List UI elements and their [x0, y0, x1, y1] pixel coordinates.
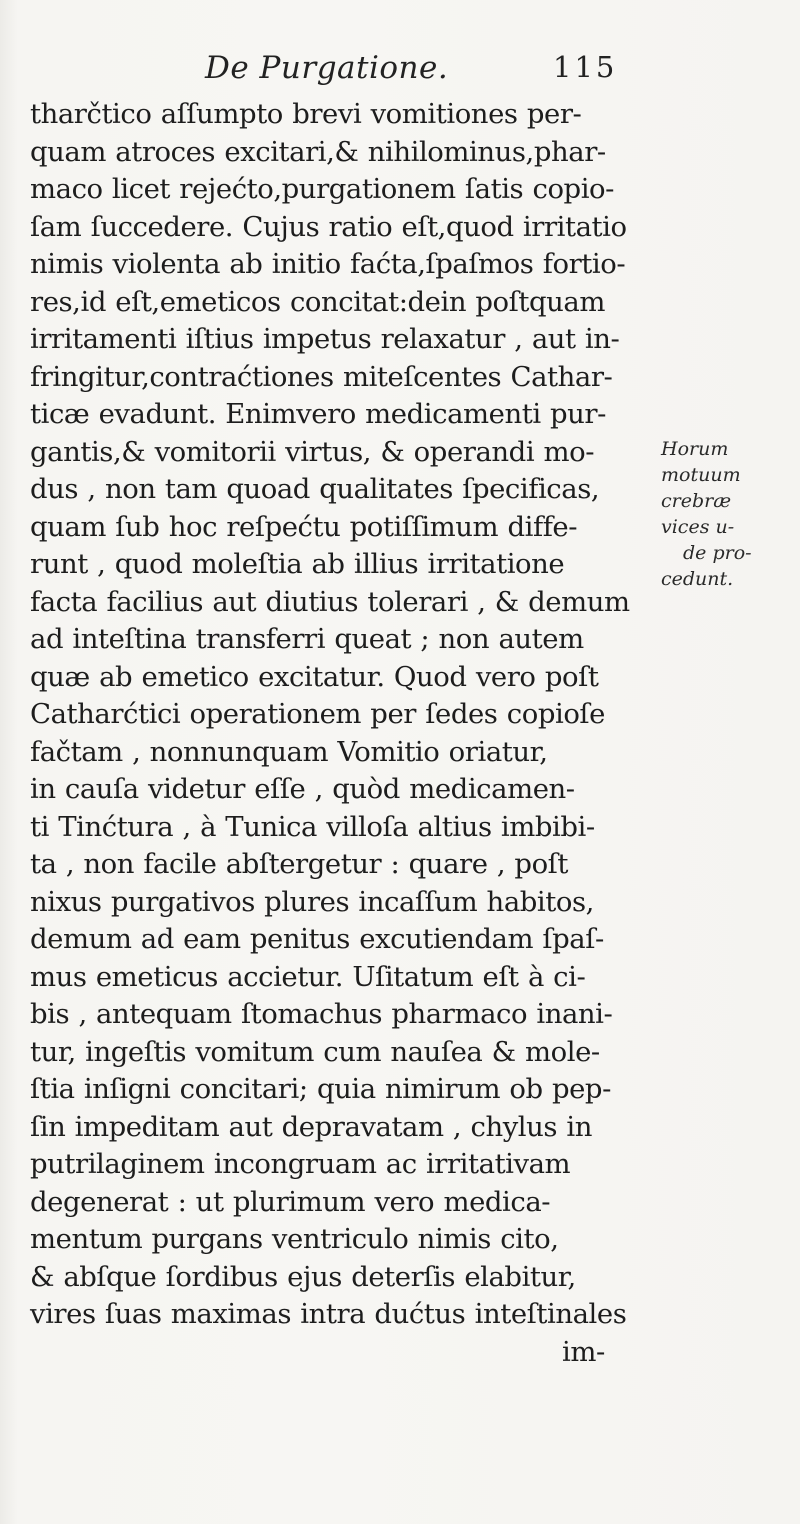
text-line: demum ad eam penitus excutiendam ſpaſ- [30, 923, 604, 955]
text-line: runt , quod moleſtia ab illius irritatione [30, 548, 565, 580]
text-line: nixus purgativos plures incaſſum habitos, [30, 885, 594, 918]
text-line: fringitur,contraćtiones miteſcentes Cathar- [30, 360, 613, 393]
text-line: nimis violenta ab initio faćta,ſpaſmos fortio- [30, 248, 626, 280]
text-line: mentum purgans ventriculo nimis cito, [30, 1223, 559, 1255]
text-line: ta , non facile abſtergetur : quare , poſt [30, 848, 568, 880]
page-number: 115 [553, 50, 618, 84]
text-line: facta facilius aut diutius tolerari , & demum [30, 585, 630, 618]
margin-note-line: vices u- [661, 516, 735, 538]
text-line: gantis,& vomitorii virtus, & operandi mo- [30, 435, 595, 468]
text-line: vires ſuas maximas intra dućtus inteſtinales [30, 1298, 627, 1330]
text-line: ſtia inſigni concitari; quia nimirum ob pep- [30, 1073, 611, 1105]
text-line: degenerat : ut plurimum vero medica- [30, 1185, 551, 1218]
text-line: ticæ evadunt. Enimvero medicamenti pur- [30, 398, 606, 430]
body-text [30, 96, 650, 1371]
text-line: mus emeticus accietur. Uſitatum eſt à ci- [30, 960, 586, 993]
margin-note-line: motuum [661, 464, 741, 486]
text-line: quam ſub hoc reſpećtu potiſſimum diffe- [30, 510, 578, 543]
margin-note-line: Horum [661, 438, 729, 460]
text-line: res,id eſt,emeticos concitat:dein poſtquam [30, 285, 605, 318]
catchword: im- [562, 1335, 605, 1368]
margin-note-line: crebræ [661, 490, 732, 512]
margin-note-line: cedunt. [661, 568, 734, 590]
running-title: De Purgatione. [205, 50, 449, 86]
text-line: in cauſa videtur eſſe , quòd medicamen- [30, 773, 575, 805]
margin-note-line: de pro- [683, 542, 752, 564]
text-line: ſam ſuccedere. Cujus ratio eſt,quod irritatio [30, 210, 627, 243]
text-line: Catharćtici operationem per ſedes copioſe [30, 698, 605, 730]
text-line: ſin impeditam aut depravatam , chylus in [30, 1110, 592, 1143]
text-line: maco licet rejećto,purgationem ſatis copio- [30, 173, 614, 205]
margin-note [661, 436, 796, 592]
text-line: bis , antequam ſtomachus pharmaco inani- [30, 998, 613, 1030]
running-head [0, 50, 800, 94]
text-line: quæ ab emetico excitatur. Quod vero poſt [30, 660, 599, 693]
text-line: fačtam , nonnunquam Vomitio oriatur, [30, 735, 548, 768]
text-line: quam atroces excitari,& nihilominus,phar- [30, 135, 606, 168]
text-line: ti Tinćtura , à Tunica villoſa altius imbibi- [30, 810, 595, 843]
text-line: dus , non tam quoad qualitates ſpecificas, [30, 473, 600, 505]
text-line: ad inteſtina transferri queat ; non autem [30, 623, 584, 655]
text-line: tharčtico aſſumpto brevi vomitiones per- [30, 98, 582, 130]
text-line: putrilaginem incongruam ac irritativam [30, 1148, 571, 1180]
text-line: tur, ingeſtis vomitum cum nauſea & mole- [30, 1035, 600, 1068]
text-line: & abſque ſordibus ejus deterſis elabitur, [30, 1260, 576, 1293]
text-line: irritamenti iſtius impetus relaxatur , aut in- [30, 323, 620, 355]
